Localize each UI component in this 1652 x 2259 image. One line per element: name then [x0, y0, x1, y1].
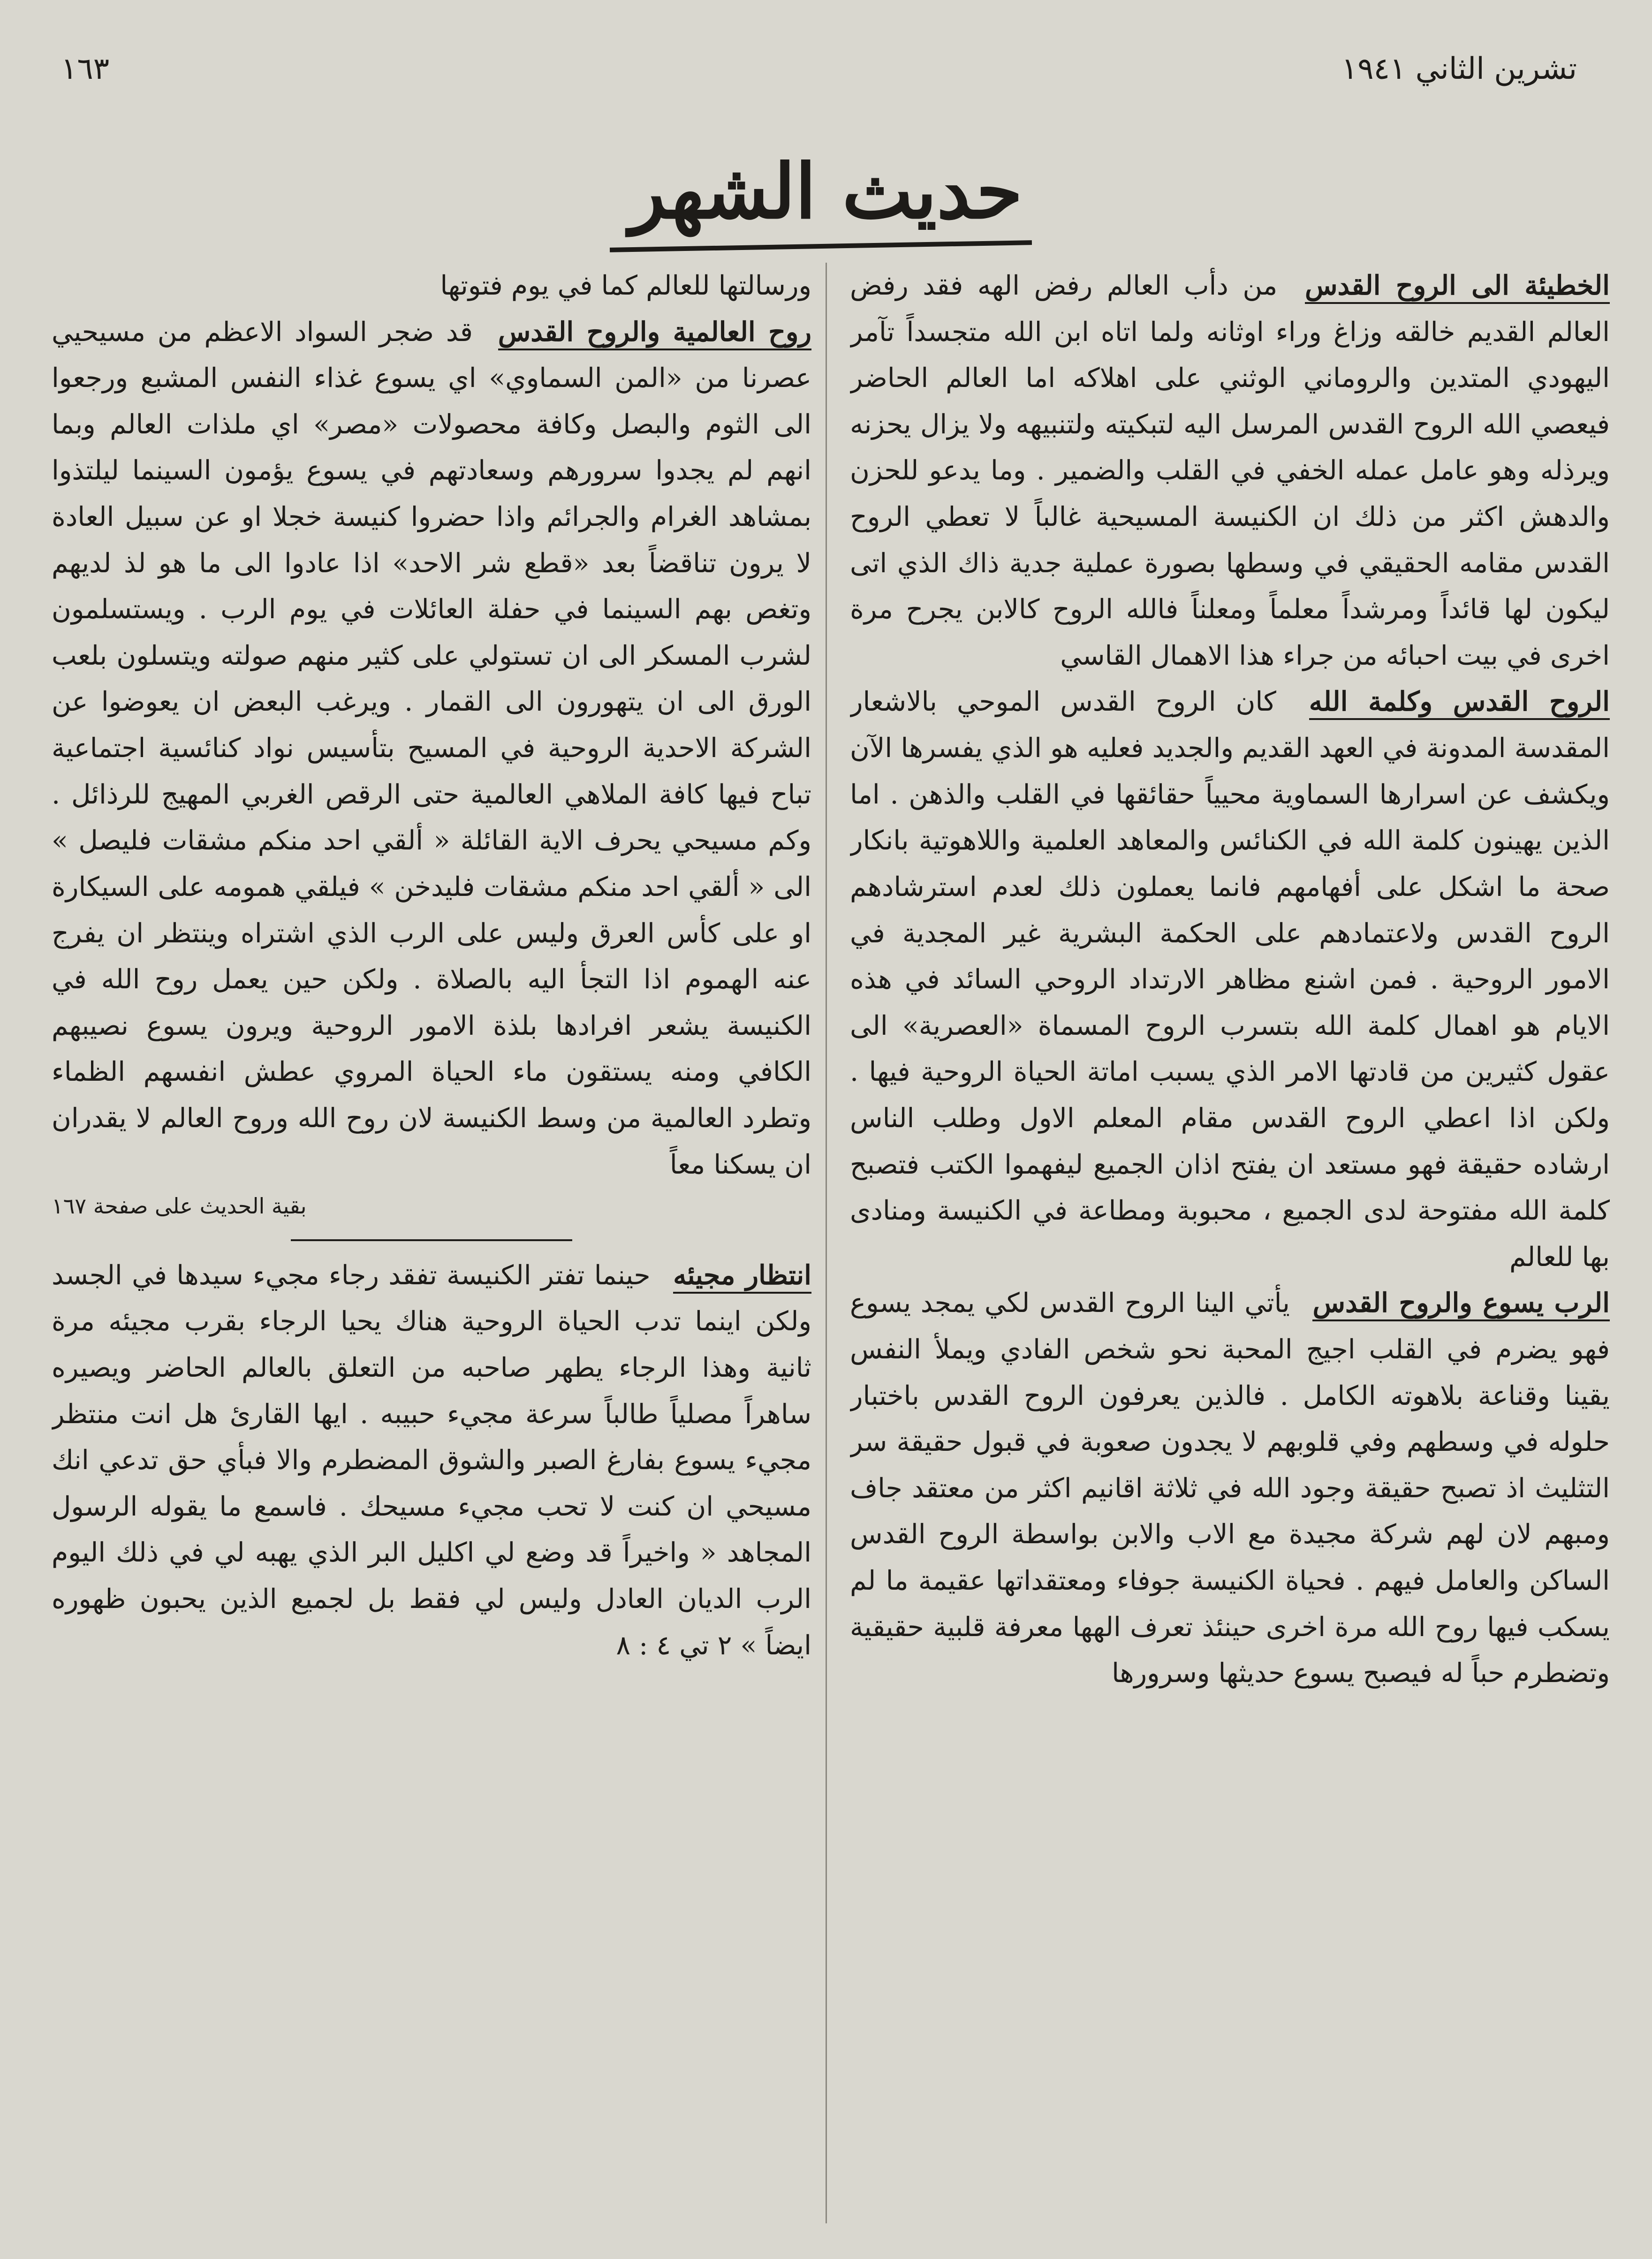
title-underline [610, 240, 1032, 252]
section-title-worldliness: روح العالمية والروح القدس [498, 316, 811, 350]
section-text-jesus-and-spirit: يأتي الينا الروح القدس لكي يمجد يسوع فهو يضرم في القلب اجيج المحبة نحو شخص الفادي ويملأ النفس يقينا وقناعة بلاهوته الكامل . فالذين يعرفون الروح القدس باختبار حلوله في وسطهم وفي قلوبهم لا يجدون صعوبة في قبول حقيقة سر التثليث اذ تصبح حقيقة وجود الله في ثلاثة اقانيم اكثر من معتقد جاف ومبهم لان لهم شركة مجيدة مع الاب والابن بواسطة الروح القدس الساكن والعامل فيهم . فحياة الكنيسة جوفاء ومعتقداتها عقيمة ما لم يسكب فيها روح الله مرة اخرى حينئذ تعرف الهها معرفة قلبية حقيقية وتضطرم حباً له فيصبح يسوع حديثها وسرورها [850, 1288, 1610, 1689]
section-text-worldliness: قد ضجر السواد الاعظم من مسيحيي عصرنا من «المن السماوي» اي يسوع غذاء النفس المشبع ورجعوا الى الثوم والبصل وكافة محصولات «مصر» اي ملذات العالم وبما انهم لم يجدوا سرورهم وسعادتهم في يسوع يؤمون السينما ليلتذوا بمشاهد الغرام والجرائم واذا حضروا كنيسة خجلا او عن سبيل العادة لا يرون تناقضاً بعد «قطع شر الاحد» اذا عادوا الى ما هو لذ لديهم وتغص بهم السينما في حفلة العائلات في يوم الرب . ويستسلمون لشرب المسكر الى ان تستولي على كثير منهم صولته ويتسلون بلعب الورق الى ان يتهورون الى القمار . ويرغب البعض ان يعوضوا عن الشركة الاحدية الروحية في المسيح بتأسيس نواد كنائسية اجتماعية تباح فيها كافة الملاهي العالمية حتى الرقص الغربي المهيج للرذائل . وكم مسيحي يحرف الاية القائلة « ألقي احد منكم مشقات فليصل » الى « ألقي احد منكم مشقات فليدخن » فيلقي همومه على السيكارة او على كأس العرق وليس على الرب الذي اشتراه وينتظر ان يفرج عنه الهموم اذا التجأ اليه بالصلاة . ولكن حين يعمل روح الله في الكنيسة يشعر افرادها بلذة الامور الروحية ويرون يسوع نصيبهم الكافي ومنه يستقون ماء الحياة المروي عطش انفسهم الظماء وتطرد العالمية من وسط الكنيسة لان روح الله وروح العالم لا يقدران ان يسكنا معاً [52, 316, 811, 1180]
paragraph-awaiting-coming [52, 1252, 811, 1668]
paragraph-jesus-and-spirit [850, 1280, 1610, 1696]
paragraph-spirit-and-word [850, 679, 1610, 1280]
section-title-awaiting-coming: انتظار مجيئه [673, 1259, 811, 1294]
section-title-spirit-and-word: الروح القدس وكلمة الله [1309, 686, 1610, 720]
section-text-sin-against-spirit: من دأب العالم رفض الهه فقد رفض العالم القديم خالقه وزاغ وراء اوثانه ولما اتاه ابن الله متجسداً تآمر اليهودي المتدين والروماني الوثني على اهلاكه اما العالم الحاضر فيعصي الله الروح القدس المرسل اليه لتبكيته ولتنبيهه ولا يزال يحزنه ويرذله وهو عامل عمله الخفي في القلب والضمير . وما يدعو للحزن والدهش اكثر من ذلك ان الكنيسة المسيحية غالباً لا تعطي الروح القدس مقامه الحقيقي في وسطها بصورة عملية جدية ذاك الذي اتى ليكون لها قائداً ومرشداً معلماً ومعلناً فالله الروح كالابن يجرح مرة اخرى في بيت احبائه من جراء هذا الاهمال القاسي [850, 270, 1610, 671]
page-number: ١٦٣ [61, 52, 110, 86]
left-column [52, 263, 811, 2223]
section-text-jesus-and-spirit-end: ورسالتها للعالم كما في يوم فتوتها [440, 270, 811, 301]
section-title-jesus-and-spirit: الرب يسوع والروح القدس [1312, 1287, 1610, 1321]
section-divider [291, 1239, 572, 1241]
section-text-awaiting-coming: حينما تفتر الكنيسة تفقد رجاء مجيء سيدها في الجسد ولكن اينما تدب الحياة الروحية هناك يحيا الرجاء بقرب مجيئه مرة ثانية وهذا الرجاء يطهر صاحبه من التعلق بالعالم الحاضر ويصيره ساهراً مصلياً طالباً سرعة مجيء حبيبه . ايها القارئ هل انت منتظر مجيء يسوع بفارغ الصبر والشوق المضطرم والا فبأي حق تدعي انك مسيحي ان كنت لا تحب مجيء مسيحك . فاسمع ما يقوله الرسول المجاهد « واخيراً قد وضع لي اكليل البر الذي يهبه لي في ذلك اليوم الرب الديان العادل وليس لي فقط بل لجميع الذين يحبون ظهوره ايضاً » ٢ تي ٤ : ٨ [52, 1259, 811, 1661]
page-title: حديث الشهر [629, 147, 1023, 235]
paragraph-worldliness [52, 309, 811, 1188]
issue-date: تشرين الثاني ١٩٤١ [1341, 52, 1577, 86]
paragraph-sin-against-spirit [850, 263, 1610, 679]
right-column [850, 263, 1610, 2223]
column-divider [826, 263, 827, 2223]
section-text-spirit-and-word: كان الروح القدس الموحي بالاشعار المقدسة المدونة في العهد القديم والجديد فعليه هو الذي يفسرها الآن ويكشف عن اسرارها السماوية محيياً حقائقها في القلب والذهن . اما الذين يهينون كلمة الله في الكنائس والمعاهد العلمية واللاهوتية بانكار صحة ما اشكل على أفهامهم فانما يعملون ذلك لعدم استرشادهم الروح القدس ولاعتمادهم على الحكمة البشرية غير المجدية في الامور الروحية . فمن اشنع مظاهر الارتداد الروحي السائد في هذه الايام هو اهمال كلمة الله بتسرب الروح المسماة «العصرية» الى عقول كثيرين من قادتها الامر الذي يسبب اماتة الحياة الروحية فيها . ولكن اذا اعطي الروح القدس مقام المعلم الاول وطلب الناس ارشاده حقيقة فهو مستعد ان يفتح اذان الجميع ليفهموا الكتب فتصبح كلمة الله مفتوحة لدى الجميع ، محبوبة ومطاعة في الكنيسة ومنادى بها للعالم [850, 686, 1610, 1273]
continuation-note: بقية الحديث على صفحة ١٦٧ [52, 1193, 307, 1219]
section-title-sin-against-spirit: الخطيئة الى الروح القدس [1305, 270, 1610, 304]
